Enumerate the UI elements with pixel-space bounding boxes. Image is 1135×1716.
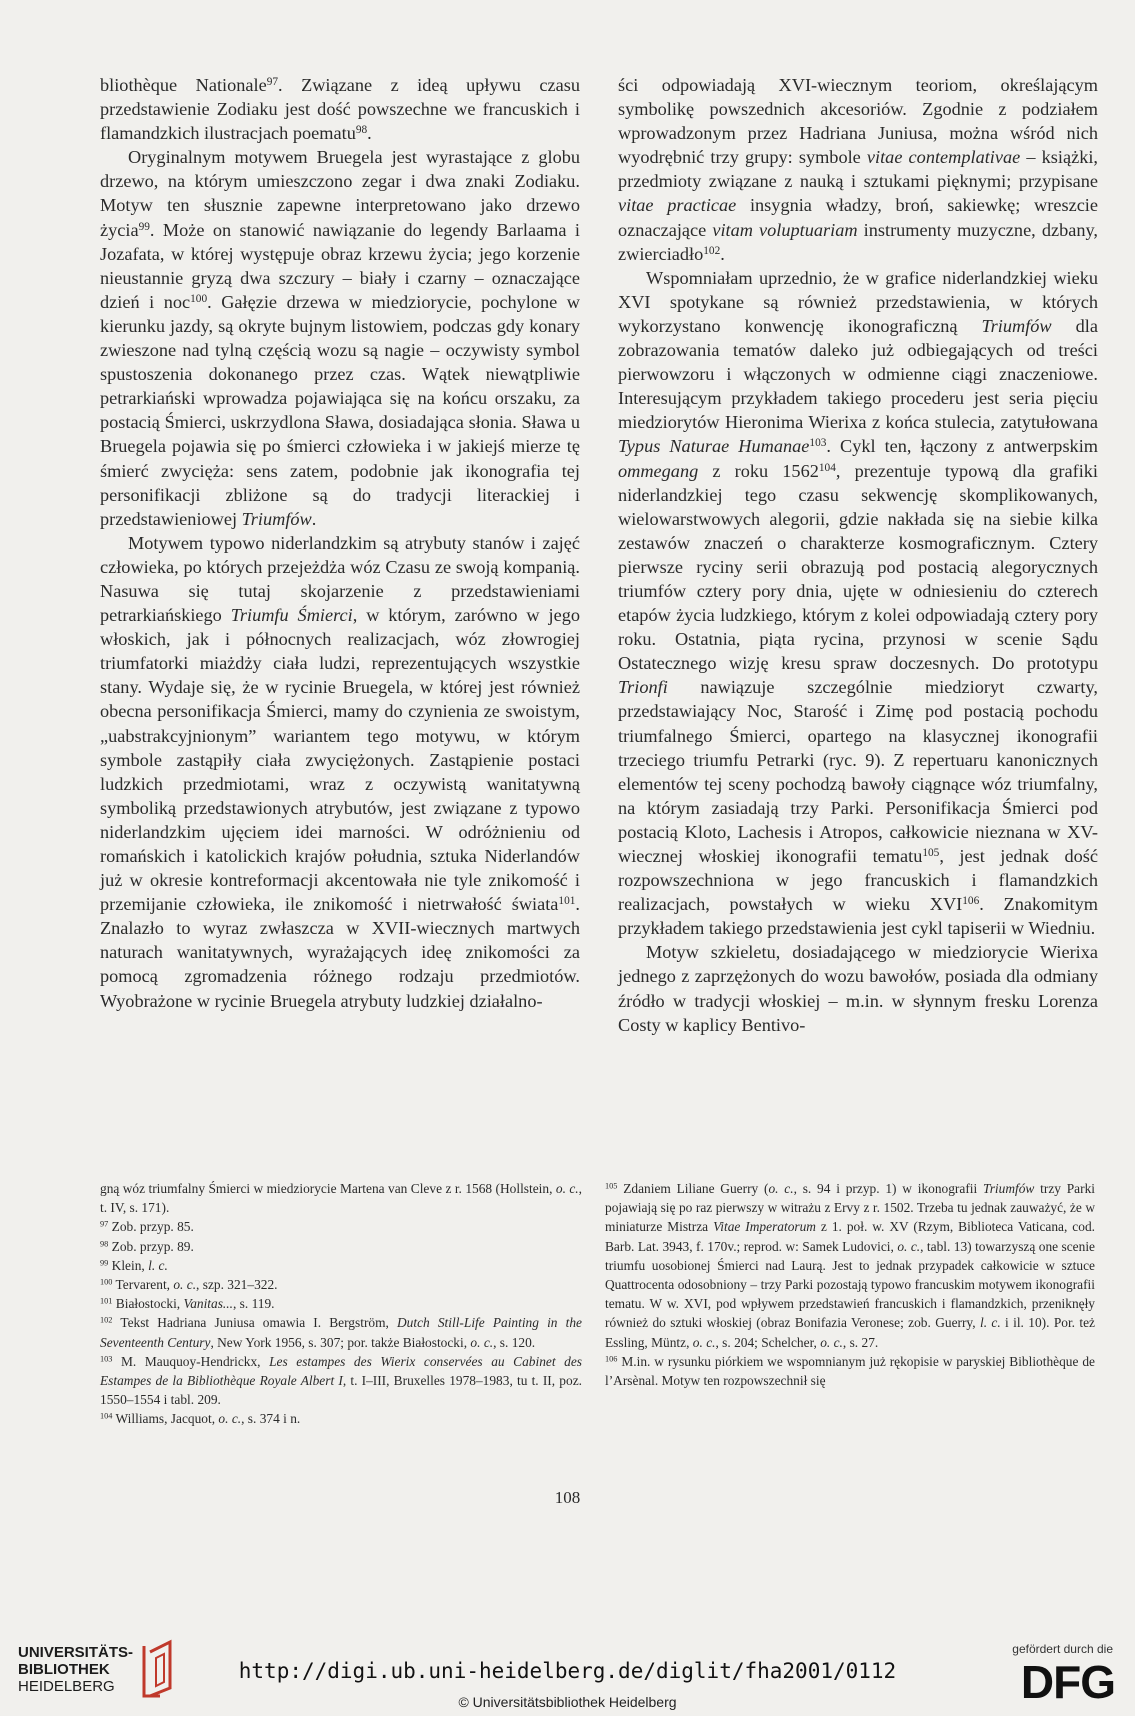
paragraph: Motyw szkieletu, dosiadającego w miedziorycie Wierixa jednego z zaprzężonych do wozu bawołów, posiada dla odmiany źródło w tradycji włoskiej – m.in. w słynnym fresku Lorenza Costy w kaplicy Bentivo- <box>618 942 1098 1035</box>
permalink-url[interactable]: http://digi.ub.uni-heidelberg.de/diglit/fha2001/0112 <box>238 1659 897 1683</box>
library-line-3: HEIDELBERG <box>18 1678 115 1695</box>
footnote: $^{99}$ Klein, l. c. <box>100 1257 168 1273</box>
paragraph: Wspomniałam uprzednio, że w grafice niderlandzkiej wieku XVI spotykane są również przedstawienia, w których wykorzystano konwencję ikonograficzną Triumfów dla zobrazowania tematów daleko już odbiegających od treści pierwowzoru i włączonych w odmienne ciągi znaczeniowe. Interesującym przykładem takiego procederu jest seria pięciu miedziorytów Hieronima Wierixa z końca stulecia, zatytułowana Typus Naturae Humanae$^{103}$. Cykl ten, łączony z antwerpskim ommegang z roku 1562$^{104}$, prezentuje typową dla grafiki niderlandzkiej tego czasu sekwencję skomplikowanych, wielowarstwowych alegorii, gdzie nakłada się na siebie kilka zestawów znaczeń o charakterze kosmograficznym. Cztery pierwsze ryciny serii obrazują pod postacią alegorycznych triumfów cztery pory dnia, ujęte w odniesieniu do czterech etapów życia ludzkiego, którym z kolei odpowiadają cztery pory roku. Ostatnia, piąta rycina, przynosi w scenie Sądu Ostatecznego wizję kresu spraw doczesnych. Do prototypu Trionfi nawiązuje szczególnie miedzioryt czwarty, przedstawiający Noc, Starość i Zimę pod postacią pochodu triumfalnego Śmierci, opartego na klasycznej ikonografii trzeciego triumfu Petrarki (ryc. 9). Z repertuaru kanonicznych elementów tej sceny pochodzą bawoły ciągnące wóz triumfalny, na którym zasiadają trzy Parki. Personifikacja Śmierci pod postacią Kloto, Lachesis i Atropos, całkowicie nieznana w XV-wiecznej włoskiej ikonografii tematu$^{105}$, jest jednak dość rozpowszechniona w jego francuskich i flamandzkich realizacjach, powstałych w wieku XVI$^{106}$. Znakomitym przykładem takiego przedstawienia jest cykl tapiserii w Wiedniu. <box>618 267 1099 939</box>
footnote: $^{98}$ Zob. przyp. 89. <box>100 1238 194 1254</box>
library-line-1: UNIVERSITÄTS- <box>18 1644 134 1661</box>
dfg-logo[interactable]: DFG <box>1020 1656 1115 1708</box>
paragraph: Oryginalnym motywem Bruegela jest wyrastające z globu drzewo, na którym umieszczono zegar i dwa znaki Zodiaku. Motyw ten słusznie zapewne interpretowano jako drzewo życia$^{99}$. Może on stanowić nawiązanie do legendy Barlaama i Jozafata, w której występuje obraz krzewu życia; jego korzenie nieustannie gryzą dwa szczury – biały i czarny – oznaczające dzień i noc$^{100}$. Gałęzie drzewa w miedziorycie, pochylone w kierunku jazdy, są okryte bujnym listowiem, podczas gdy konary zwieszone nad tylną częścią wozu są nagie – oczywisty symbol spustoszenia dokonanego przez czas. Wątek niewątpliwie petrarkiański wprowadza pojawiająca się na końcu orszaku, za postacią Śmierci, uskrzydlona Sława, dosiadająca słonia. Sława u Bruegela pojawia się po śmierci człowieka i w jakiejś mierze tę śmierć zwycięża: sens zatem, podobnie jak ikonografia tej personifikacji zbliżone są do tradycji literackiej i przedstawieniowej Triumfów. <box>100 147 580 529</box>
paragraph: bliothèque Nationale$^{97}$. Związane z ideą upływu czasu przedstawienie Zodiaku jest dość powszechne we francuskich i flamandzkich ilustracjach poematu$^{98}$. <box>100 75 580 144</box>
footnote: $^{100}$ Tervarent, o. c., szp. 321–322. <box>100 1277 278 1293</box>
footer <box>0 1610 1135 1716</box>
footnote: gną wóz triumfalny Śmierci w miedziorycie Martena van Cleve z r. 1568 (Hollstein, o. c., t. IV, s. 171). <box>100 1181 582 1216</box>
funding-note: gefördert durch die <box>1012 1642 1113 1656</box>
paragraph: ści odpowiadają XVI-wiecznym teoriom, określającym symbolikę powszednich akcesoriów. Zgodnie z podziałem wprowadzonym przez Hadriana Juniusa, można wśród nich wyodrębnić trzy grupy: symbole vitae contemplativae – książki, przedmioty związane z nauką i sztukami pięknymi; przypisane vitae practicae insygnia władzy, broń, sakiewkę; wreszcie oznaczające vitam voluptuariam instrumenty muzyczne, dzbany, zwierciadło$^{102}$. <box>618 75 1099 264</box>
text-column-left <box>100 73 580 1013</box>
paragraph: Motywem typowo niderlandzkim są atrybuty stanów i zajęć człowieka, po których przejeżdża wóz Czasu ze swoją kompanią. Nasuwa się tutaj skojarzenie z przedstawieniami petrarkiańskiego Triumfu Śmierci, w którym, zarówno w jego włoskich, jak i północnych realizacjach, wóz złowrogiej triumfatorki miażdży ciała ludzi, reprezentujących wszystkie stany. Wydaje się, że w rycinie Bruegela, w której jest również obecna personifikacja Śmierci, mamy do czynienia ze swoistym, „uabstrakcyjnionym” wariantem tego motywu, w którym symbole zastąpiły ciała zwyciężonych. Zastąpienie postaci ludzkich przedmiotami, wraz z oczywistą wanitatywną symboliką przedstawionych atrybutów, jest związane z typowo niderlandzkim ujęciem idei marności. W odróżnieniu od romańskich i katolickich krajów południa, sztuka Niderlandów już w okresie kontreformacji akcentowała nie tyle znikomość i przemijanie człowieka, ile znikomość i nietrwałość świata$^{101}$. Znalazło to wyraz zwłaszcza w XVII-wiecznych martwych naturach wanitatywnych, wyrażających ideę znikomości za pomocą zgromadzenia różnego rodzaju przedmiotów. Wyobrażone w rycinie Bruegela atrybuty ludzkiej działalno- <box>100 532 580 1011</box>
footnote: $^{106}$ M.in. w rysunku piórkiem we wspomnianym już rękopisie w paryskiej Bibliothèque de l’Arsènal. Motyw ten rozpowszechnił się <box>605 1353 1095 1389</box>
copyright-notice: © Universitätsbibliothek Heidelberg <box>458 1694 677 1710</box>
page-number: 108 <box>554 1488 581 1507</box>
library-line-2: BIBLIOTHEK <box>18 1661 110 1678</box>
text-column-right <box>618 73 1098 1037</box>
footnotes-right <box>605 1179 1095 1390</box>
footnotes-left <box>100 1179 582 1429</box>
footnote: $^{97}$ Zob. przyp. 85. <box>100 1219 194 1235</box>
footnote: $^{103}$ M. Mauquoy-Hendrickx, Les estampes des Wierix conservées au Cabinet des Estampes de la Bibliothèque Royale Albert I, t. I–III, Bruxelles 1978–1983, tu t. II, poz. 1550–1554 i tabl. 209. <box>100 1353 583 1408</box>
footnote: $^{102}$ Tekst Hadriana Juniusa omawia I. Bergström, Dutch Still-Life Painting in the Seventeenth Century, New York 1956, s. 307; por. także Białostocki, o. c., s. 120. <box>100 1315 582 1350</box>
footnote: $^{105}$ Zdaniem Liliane Guerry (o. c., s. 94 i przyp. 1) w ikonografii Triumfów trzy Parki pojawiają się po raz pierwszy w witrażu z Ervy z r. 1502. Trzeba tu jednak zauważyć, że w miniaturze Mistrza Vitae Imperatorum z 1. poł. w. XV (Rzym, Biblioteca Vaticana, cod. Barb. Lat. 3943, f. 170v.; reprod. w: Samek Ludovici, o. c., tabl. 13) towarzyszą one scenie triumfu uosobionej Śmierci nad Laurą. Jest to jednak przypadek całkowicie w sztuce Quattrocenta odosobniony – trzy Parki pozostają typowo francuskim motywem ikonografii tematu. W w. XVI, pod wpływem przedstawień francuskich i flamandzkich, przeniknęły również do sztuki włoskiej (obraz Bonifazia Veronese; zob. Guerry, l. c. i il. 10). Por. też Essling, Müntz, o. c., s. 204; Schelcher, o. c., s. 27. <box>605 1181 1095 1350</box>
footnote: $^{101}$ Białostocki, Vanitas..., s. 119. <box>100 1296 275 1312</box>
footnote: $^{104}$ Williams, Jacquot, o. c., s. 374 i n. <box>100 1411 301 1427</box>
